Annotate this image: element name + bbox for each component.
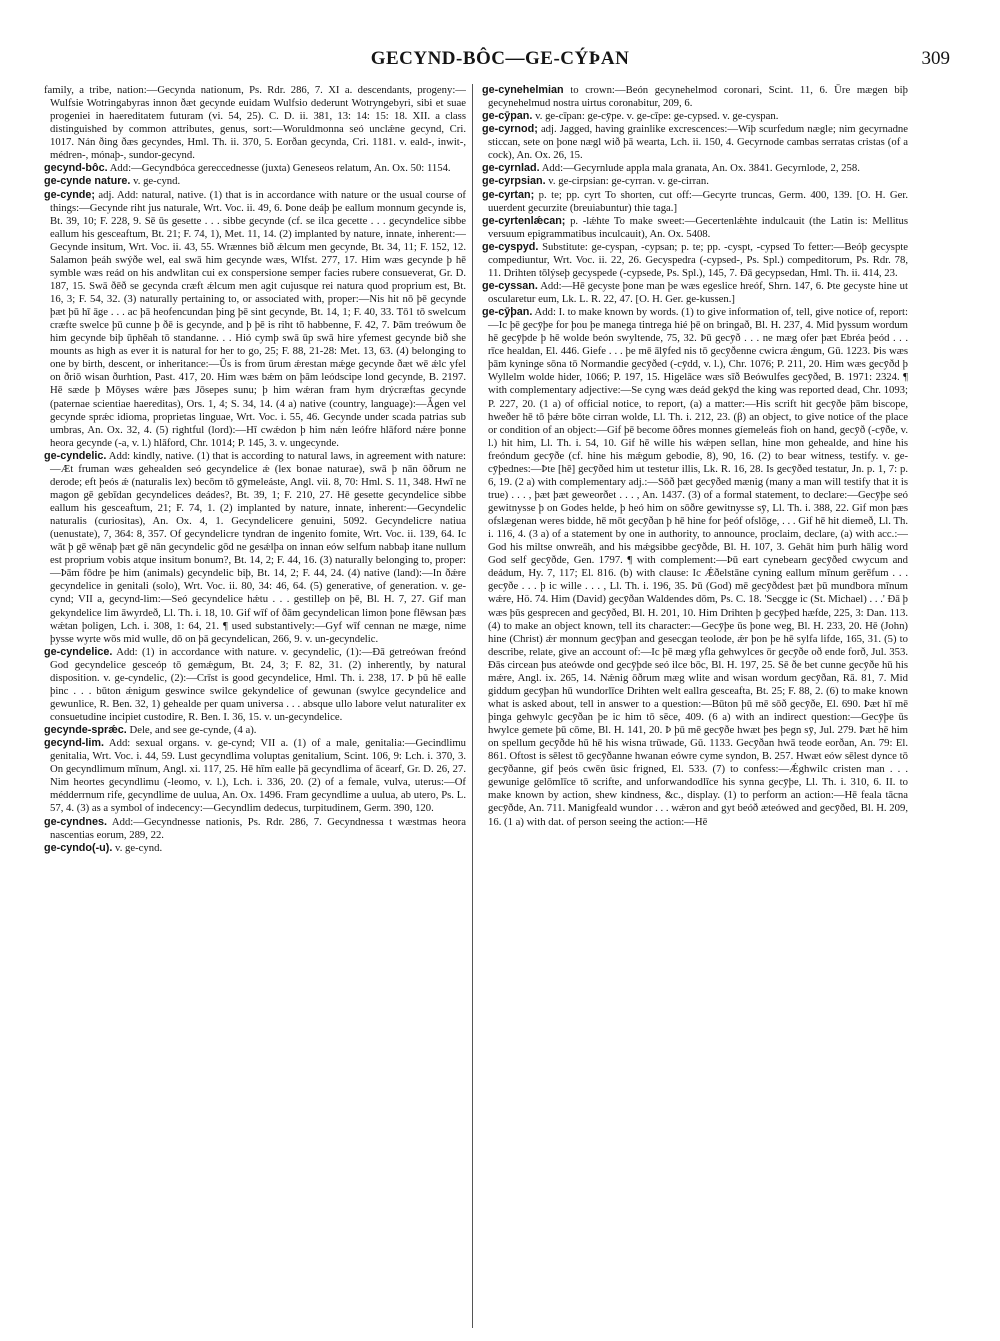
dictionary-entry — [44, 724, 466, 737]
entry-definition: v. ge-cynd. — [115, 841, 163, 854]
page-title: GECYND-BÔC—GE-CÝÞAN — [370, 48, 630, 69]
entry-definition: Add:—Hē gecyste þone man þe wæs egeslice hreóf, Shrn. 147, 6. Þte gecyste hine ut oscularetur eum, Lk. L. R. 22, 47. [O. H. Ger. ge-kussen.] — [488, 279, 908, 305]
dictionary-entry — [44, 737, 466, 815]
entry-definition: p. -lǽhte To make sweet:—Gecertenlǽhte indulcauit (the Latin is: Mellitus versuum epigrammatibus inculcauit), An. Ox. 5408. — [488, 214, 908, 240]
entry-definition: Add:—Gecyndbóca gereccednesse (juxta) Geneseos relatum, An. Ox. 50: 1154. — [109, 162, 451, 175]
entry-definition: v. ge-cynd. — [133, 175, 181, 188]
entry-headword: gecynd-bôc. — [44, 162, 108, 175]
dictionary-entry — [44, 816, 466, 842]
entry-headword: ge-cynde; — [44, 188, 95, 201]
entry-headword: ge-cynde nature. — [44, 175, 131, 188]
entry-headword: ge-cȳþan. — [482, 306, 533, 319]
entry-headword: ge-cynehelmian — [482, 84, 564, 96]
entry-definition: to crown:—Beón gecynehelmod coronari, Scint. 11, 6. Ūre mægen biþ gecynehelmud nostra uirtus coronabitur, 209, 6. — [488, 84, 908, 110]
entry-headword: ge-cyrnod; — [482, 123, 538, 136]
entry-definition: v. ge-cirpsian: ge-cyrran. v. ge-cirran. — [548, 175, 709, 188]
dictionary-entry — [44, 189, 466, 450]
dictionary-entry — [44, 450, 466, 646]
entry-definition: Add:—Gecyrnlude appla mala granata, An. Ox. 3841. Gecyrnlode, 2, 258. — [541, 162, 860, 175]
dictionary-entry — [482, 162, 908, 175]
entry-headword: ge-cyrtan; — [482, 188, 535, 201]
entry-headword: ge-cyssan. — [482, 279, 538, 292]
entry-headword: ge-cyndelice. — [44, 645, 113, 658]
dictionary-entry — [44, 646, 466, 724]
dictionary-entry — [482, 215, 908, 241]
entry-definition: Add:—Gecyndnesse nationis, Ps. Rdr. 286, 7. Gecyndnessa t wæstmas heora nascentias eorum, 289, 22. — [50, 815, 466, 841]
entry-definition: Add: kindly, native. (1) that is according to natural laws, in agreement with nature:—Æt fruman wæs gehealden seó gecyndelice ǽ (lex bonae naturae), swā þ nān ōðrum ne derode; eft þeós ǽ (naturalis lex) becōm tō gȳmeleáste, Angl. vii. 8, 70: Hml. S. 11, 348. Hwī ne magon gē gebīdan gecyndelices deádes?, Bt. 39, 1; F. 210, 27. Hē gesette gecyndelice sibbe eallum his gesceaftum, 21; F. 74, 1. (2) implanted by nature, innate, inherent:—Gecyndelic naturalis (curiositas), An. Ox. 4, 1. Gecyndelicere genuini, 5092. Gecyndelicre natiua (uenustate), 7, 364: 8, 357. Of gecyndelicre tyndran de ingenito fomite, Wrt. Voc. ii. 139, 64. Ic wāt þ gē wēnaþ þæt gē nān gecyndelic gōd ne gesǽlþa on innan eów selfum nabbaþ itane nullum est proprium vobis atque insitum bonum?, Bt. 14, 2; F. 44, 16. (3) naturally belonging to, proper:—Þām fōdre þe him (animals) gecyndelic biþ, Bt. 14, 2; F. 44, 24. (4) native (land):—In ðǽre gecyndelice in genitali (solo), Wrt. Voc. ii. 80, 34: 46, 64. (5) generative, of generation. v. ge-cynd; VII a, gecynd-lim:—Seó gecyndelice hǽtu . . . gestilleþ on þē, Bl. H. 7, 27. Gif man gekyndelice lim āwyrdeð, Ll. Th. i. 18, 10. Gif wīf of ðām gecyndelican limon þone flēwsan þæs wǽtan þoligen, Lch. i. 308, 1: 64, 21. ¶ used substantively:—Gyf wīf cennan ne mæge, nime þysse wyrte wōs mid wulle, dō on þā gecyndelican, 266, 9. v. un-gecyndelic. — [50, 449, 466, 645]
dictionary-entry — [44, 842, 466, 855]
entry-headword: ge-cyspyd. — [482, 240, 539, 253]
dictionary-entry — [482, 84, 908, 110]
entry-headword: ge-cȳpan. — [482, 110, 533, 123]
entry-definition: p. te; pp. cyrt To shorten, cut off:—Gecyrte truncas, Germ. 400, 139. [O. H. Ger. uuerdent gecurzite (breuiabuntur) thie taga.] — [488, 188, 908, 214]
entry-headword: ge-cyndnes. — [44, 815, 107, 828]
entry-definition: Substitute: ge-cyspan, -cypsan; p. te; pp. -cyspt, -cypsed To fetter:—Beóþ gecyspte compediuntur, Wrt. Voc. ii. 22, 26. Gecyspedra (-cypsed-, Ps. Spl.) compeditorum, Ps. Rdr. 78, 11. Drihten tōlýseþ gecyspede (-cypsede, Ps. Spl.), 145, 7. Ðā gecypsedan, Hml. Th. ii. 414, 23. — [488, 240, 908, 279]
right-column — [482, 84, 908, 1334]
entry-definition: v. ge-cīpan: ge-cȳpe. v. ge-cīpe: ge-cypsed. v. ge-cyspan. — [535, 110, 779, 123]
left-column — [44, 84, 466, 1334]
entry-headword: ge-cyndo(-u). — [44, 841, 113, 854]
entry-headword: gecynde-sprǽc. — [44, 724, 127, 737]
dictionary-entry — [44, 175, 466, 188]
entry-headword: ge-cyrtenlǽcan; — [482, 214, 566, 227]
running-head — [0, 48, 1000, 76]
column-divider — [472, 84, 473, 1328]
page-number: 309 — [921, 48, 950, 69]
entry-headword: ge-cyrpsian. — [482, 175, 546, 188]
dictionary-entry — [482, 189, 908, 215]
entry-definition: Add: (1) in accordance with nature. v. gecyndelic, (1):—Ðā getreówan freónd God gecyndelice gesceóp tō gemǽgum, Bt. 24, 3; F. 82, 31. (2) inherently, by natural disposition. v. ge-cyndelic, (2):—Crīst is good gecyndelice, Hml. Th. i. 238, 17. Þ þū hē ealle þinc . . . būton ǽnigum geswince swilce gekyndelice of gewunan (swylce gecyndelice and gewunlice, R. Ben. 32, 1) gehealde per quam universa . . . absque ullo labore velut naturaliter ex consuetudine incipiet custodire, R. Ben. I. 36, 15. v. un-gecyndelice. — [50, 645, 466, 723]
entry-definition: Add: sexual organs. v. ge-cynd; VII a. (1) of a male, genitalia:—Gecindlimu genitalia, Wrt. Voc. i. 44, 59. Lust gecyndlima voluptas genitalium, Scint. 106, 9: Lch. i. 370, 3. On gecyndlimum mīnum, Angl. xi. 117, 25. Hē hīm ealle þā gecyndlima of ācearf, Gr. D. 26, 27. Nim heortes gecyndlimu (-leomo, v. l.), Lch. i. 336, 20. (2) of a female, vulva, uterus:—Of médderrnum rife, gecyndlime de uulua, An. Ox. 1496. Fram gecyndlime a uulua, ab utero, Ps. L. 57, 4. (3) as a symbol of indecency:—Gecyndlim dedecus, turpitudinem, Germ. 390, 120. — [50, 737, 466, 815]
dictionary-entry — [482, 306, 908, 829]
dictionary-entry — [44, 84, 466, 162]
entry-definition: Add: I. to make known by words. (1) to give information of, tell, give notice of, report:—Ic þē gecȳþe for þou þe manega tintrega hié þē on bringað, Bl. H. 237, 4. Mid þyssum wordum hē gecȳþde þ hē wolde beón swyltende, 75, 32. Þū gecȳð . . . ne mæg ofer þæt Ebréa þeód . . . rīce healdan, El. 446. Giefe . . . þe mē ālȳfed nis tō gecȳðenne cwicra ǽngum, Gū. 1223. Þis wæs þām kyninge sōna tō Normandie gecȳðed (-cȳdd, v. l.), Chr. 1076; P. 211, 20. Him wæs gecȳðd þ Wyllelm wolde hider, 1066; P. 197, 15. Higelāce wæs sīð Beówulfes gecȳðed, B. 1971: 2324. ¶ with complementary adjective:—Se cyng wæs deád gekȳd the king was reported dead, Chr. 1093; P. 227, 20. (1 a) of official notice, to report, (a) a matter:—His scrift hit gecȳðe þām biscope, hweðer hē tō þǽre bōte cirran wolde, Ll. Th. i. 212, 23. (β) an object, to give notice of the place or condition of an object:—Gif þē become ōðres monnes gíemeleás fioh on hand, gecȳð (-cȳðe, v. l.) hit him, Ll. Th. i. 54, 10. Gif hē wille his wǽpen sellan, hine mon gehealde, and hine his freóndum gecȳðe (cf. hine his mǽgum gebodie, 8), 90, 16. (2) to bear witness, testify. v. ge-cȳþednes:—Þte [hē] gecȳðed him ut testetur illis, Lk. R. 16, 28. Is gecȳðed testatur, Jn. p. 1, 7: p. 6, 19. (2 a) with complementary adj.:—Sōð þæt gecȳðed mænig (many a man will testify that it is true) . . . , þæt þæt geweorðet . . . , An. 1437. (3) of a formal statement, to declare:—Gecȳþe seó gewitnysse þ on Godes helde, þ heó him on sōðre gewitnysse sȳ, Ll. Th. i. 388, 22. Gif mon þæs ofslægenan weres bidde, hē mōt gecȳðan þ hē hine for þeóf ofslōge, . . . Gif hē hit diemeð, Ll. Th. i. 116, 4. (3 a) of a statement by one in authority, to announce, proclaim, declare, (a) with acc.:—God his miltse onwreāh, and his mǽgsibbe gecȳðde, Bl. H. 107, 3. Gehāt him þurh hālig word God self gecȳðde, Gen. 1797. ¶ with complement:—Þū eart cynebearn gecȳðed cwycum and deádum, Hy. 7, 117; El. 816. (b) with clause: Ic Ǽðelstāne cyning eallum mīnum gerēfum . . . gecȳðe . . . þ ic wille . . . , Ll. Th. i. 196, 35. Þū (God) mē gecȳðdest þæt þū mundbora mīnum wǽre, Hö. 74. Him (David) gecȳðan Waldendes dōm, Ps. C. 18. 'Secgge ic (St. Michael) . . .' Ðā þ wæs þūs gesprecen and gecȳðed, Bl. H. 201, 10. Him Drihten þ gecȳþed hæfde, 225, 3: Dan. 113. (4) to make an object known, tell its character:—Gecȳþe ūs þone weg, Bl. H. 233, 20. Hē (John) hine (Christ) ǽr monnum gecȳþan and gesecgan teolode, ǽr þon þe hē sylfa lifde, 165, 31. (5) to describe, relate, give an account of:—Ic þē mæg yfla gehwylces ōr gecȳðe oð ende forð, Jul. 353. Ðās circean þus ateówde ond gecȳþde seó ilce bōc, Bl. H. 197, 25. Sē ðe bet cunne gecȳðe hū his mǽre, Angl. ix. 265, 14. Nǽnig ōðrum mæg wlite and wisan wordum gecȳðan, Rā. 81, 7. Mid giddum gecȳþan hū wundorlīce Drihten welt eallra gesceafta, Bt. 25; F. 88, 2. (6) to make known what is asked about, tell in answer to a question:—Būton þū mē sōð gecȳðe, El. 690. Þæt hī mē þinga gehwylc gecȳðan þe ic him tō sēce, 409. (6 a) with an indirect question:—Gecȳþe ūs hwylce gemete þū cōme, Bl. H. 141, 20. Þ þū mē gecȳðe hwæt þes þegn sȳ, Jul. 279. Þæt hē him on spellum gecȳðde hū hē his wisna trūwade, Gū. 1133. Gecȳðan hwā teode eorðan, An. 79: El. 861. Oftost is sēlest tō gecȳðanne hwanan eówre cyme syndon, B. 257. Hwæt eów sēlest dynce tō gecȳðanne, gif þeós cwēn ūsic frigned, El. 533. (7) to confess:—Ǽghwilc cristen man . . . gewunige gelōmlīce tō scrifte, and unforwandodlīce his synna gecȳþe, Ll. Th. i. 310, 6. II. to make known by action, shew kindness, &c., display. (1) to perform an action:—Hē feala tācna gecȳðde, An. 711. Manigfeald wundor . . . wǽron and gyt beóð æteówed and gecȳðed, Bl. H. 209, 16. (1 a) with dat. of person seeing the action:—Hē — [488, 306, 908, 828]
entry-definition: adj. Add: natural, native. (1) that is in accordance with nature or the usual course of things:—Gecynde riht jus naturale, Wrt. Voc. ii. 49, 6. Þone deáþ þe eallum monnum gecynde is, Bt. 39, 10; F. 228, 9. Sē ūs gesette . . . sibbe gecynde (cf. se ilca gecette . . . gecyndelice sibbe eallum his gesceaftum, Bt. 21; F. 74, 1), Met. 11, 14. (2) implanted by nature, innate, inherent:—Gecynde insitum, Wrt. Voc. ii. 43, 55. Wrænnes bið ǽlcum men gecynde, Bt. 34, 11; F. 152, 12. Salamon þeáh swýðe wel, eal swā him gecynde wæs, Wlfst. 277, 17. Him wæs gecynde þ hē symble wæs reád on his andwlitan cui ex conspersione semper facies rubere consueverat, Gr. D. 187, 15. Swā ðēð se gecynda cræft ǽlcum men agit cujusque rei natura quod proprium est, Bt. 16, 3; F. 54, 32. (3) naturally pertaining to, or associated with, proper:—Nis hit nō þē gecynde þæt þū hī āge . . . ac þā heofencundan þing þē sint gecynde, Bt. 14, 1; F. 40, 33. Tō1 tō swelcum cræfte swelce þū cunne þ ðē is gecynde, and þ þē is riht tō habbenne, F. 42, 7. Þām treówum ðe him gecynde biþ ūphēah tō standanne. . . Hió cymþ swā ūp swā hire yfemest gecynde bið she mounts as high as ever it is natural for her to go, 25; F. 88, 21-28: Met. 13, 63. (4) belonging to one by birth, descent, or inheritance:—Ūs is from ūrum ǽrestan mǽge gecynde ðæt wē ǽlc yfel on ðriō wisan ðurhtion, Past. 417, 20. Him wæs bǽm on þām leódscipe lond gecynde, B. 2197. Hē sæde þ Mōyses wǽre þæs Jōsepes sunu; þ him wǽran fram hym drýcræftas gecynde (paternae scientiae haereditas), Ors. 1, 4; S. 34, 14. (4 a) native (country, language):—Ǡgen vel gecynde sprǽc idioma, proprietas linguae, Wrt. Voc. i. 55, 46. Gecynde under scada patrias sub umbras, An. Ox. 32, 4. (5) rightful (lord):—Hī cwǽdon þ him nǽn leófre hlāford nǽre þonne heora gecynde (-a, v. l.) hlāford, Chr. 1014; P. 145, 3. v. ungecynde. — [50, 188, 466, 449]
dictionary-entry — [482, 241, 908, 280]
dictionary-entry — [44, 162, 466, 175]
entry-headword: ge-cyndelic. — [44, 449, 107, 462]
dictionary-entry — [482, 175, 908, 188]
entry-headword: gecynd-lim. — [44, 737, 104, 750]
entry-definition: adj. Jagged, having grainlike excrescences:—Wiþ scurfedum nægle; nim gecyrnadne sticcan, sete on þone nægl wið þā wearta, Lch. ii. 150, 4. Gecyrnode cambas serratas cristas (of a cock), An. Ox. 26, 15. — [488, 123, 908, 162]
entry-definition: family, a tribe, nation:—Gecynda nationum, Ps. Rdr. 286, 7. XI a. descendants, progeny:—Wulfsie Wotringabyras innon ðæt gecynde euidam Wulfsio dederunt Wotryngebyri, sibi et suae progeniei in haereditatem futuram (vi. 54, 25). C. D. ii. 381, 13: 14: 15: 18. XII. a class distinguished by common attributes, genus, sort:—Woruldmonna seó unclǽne gecynd, Cri. 1017. Nán ðing ðæs gecyndes, Hml. Th. ii. 370, 5. Eorðan gecynda, Cri. 1181. v. eald-, inwit-, médren-, mónaþ-, sundor-gecynd. — [44, 84, 466, 162]
dictionary-entry — [482, 123, 908, 162]
dictionary-entry — [482, 110, 908, 123]
dictionary-entry — [482, 280, 908, 306]
entry-headword: ge-cyrnlad. — [482, 162, 540, 175]
entry-definition: Dele, and see ge-cynde, (4 a). — [129, 724, 257, 737]
